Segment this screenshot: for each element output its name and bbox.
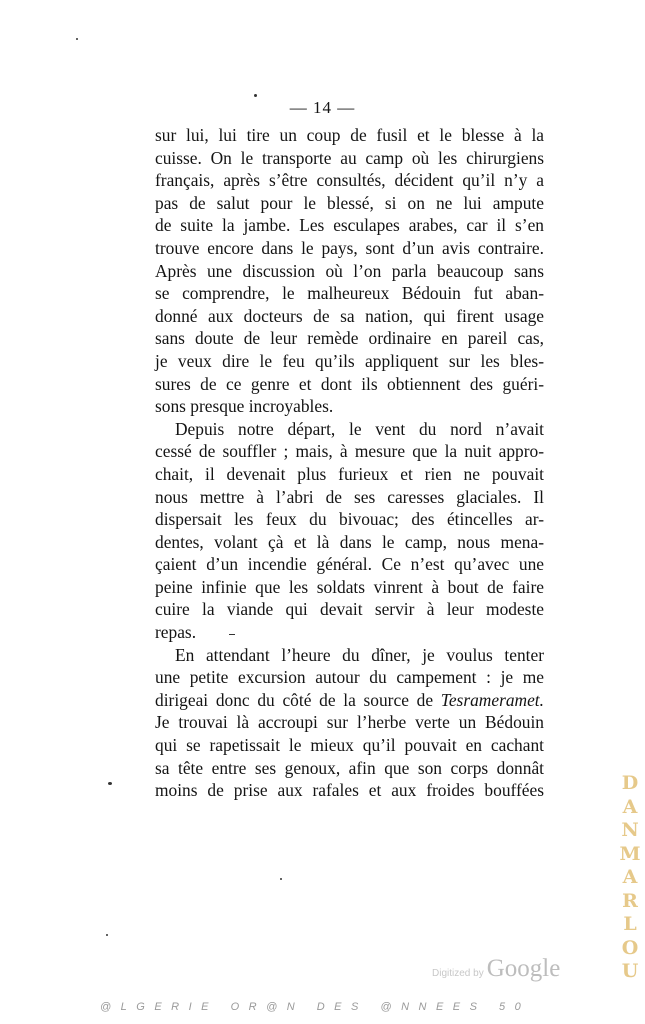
ink-speck (106, 934, 108, 936)
watermark-letter: U (621, 960, 639, 982)
text-line: sa tête entre ses genoux, afin que son corps donnât (155, 757, 544, 778)
text-line: çaient d’un incendie général. Ce n’est qu’avec une (155, 554, 544, 575)
text-line: En attendant l’heure du dîner, je voulus tenter (175, 644, 544, 665)
text-line: une petite excursion autour du campement : je me (155, 667, 544, 688)
text-line: dentes, volant çà et là dans le camp, nous mena- (155, 531, 544, 552)
text-line: dirigeai donc du côté de la source de (155, 689, 441, 710)
text-line: donné aux docteurs de sa nation, qui firent usage (155, 305, 544, 326)
footer-caption: @LGERIE OR@N DES @NNEES 50 (100, 1001, 531, 1013)
text-line: français, après s’être consultés, décident qu’il n’y a (155, 170, 544, 191)
text-line-with-place (155, 689, 544, 712)
text-line: sures de ce genre et dont ils obtiennent des guéri- (155, 373, 544, 394)
danmarlou-watermark (618, 772, 642, 984)
text-line: Après une discussion où l’on parla beaucoup sans (155, 260, 544, 281)
watermark-letter: A (622, 795, 638, 818)
text-line: de suite la jambe. Les esculapes arabes, car il s’en (155, 215, 544, 236)
text-line: cuire la viande qui devait servir à leur modeste (155, 599, 544, 620)
place-name: Tesrameramet. (440, 689, 544, 710)
text-line: qui se rapetissait le mieux qu’il pouvait en cachant (155, 735, 544, 756)
ink-speck (280, 878, 282, 880)
ink-speck (76, 38, 78, 40)
text-line: pas de salut pour le blessé, si on ne lui ampute (155, 192, 544, 213)
text-line: trouve encore dans le pays, sont d’un avis contraire. (155, 237, 544, 258)
text-line: Je trouvai là accroupi sur l’herbe verte un Bédouin (155, 712, 544, 733)
ink-speck (254, 94, 257, 97)
text-line: repas. (155, 622, 197, 643)
text-line: Depuis notre départ, le vent du nord n’avait (175, 418, 544, 439)
page-number: — 14 — (289, 98, 356, 117)
body-text (155, 124, 544, 802)
watermark-letter: L (623, 913, 637, 935)
text-line: peine infinie que les soldats vinrent à bout de faire (155, 576, 544, 597)
text-line: sans doute de leur remède ordinaire en pareil cas, (155, 328, 544, 349)
watermark-letter: N (621, 819, 639, 841)
digitized-label: Digitized by (432, 968, 484, 979)
google-logo: Google (486, 955, 561, 982)
text-line: dispersait les feux du bivouac; des étincelles ar- (155, 509, 544, 530)
text-line: cuisse. On le transporte au camp où les chirurgiens (155, 147, 544, 168)
watermark-letter: M (619, 842, 641, 865)
text-line: je veux dire le feu qu’ils appliquent sur les bles- (155, 350, 544, 371)
text-line: sons presque incroyables. (155, 396, 334, 417)
text-line: se comprendre, le malheureux Bédouin fut aban- (155, 283, 544, 304)
watermark-letter: D (621, 772, 639, 794)
text-line: nous mettre à l’abri de ses caresses glaciales. Il (155, 486, 544, 507)
text-line: moins de prise aux rafales et aux froides bouffées (155, 780, 544, 801)
text-line: sur lui, lui tire un coup de fusil et le blesse à la (155, 125, 544, 145)
watermark-letter: R (622, 889, 638, 912)
digitized-by-google (432, 955, 560, 983)
text-line: cessé de souffler ; mais, à mesure que la nuit appro- (155, 441, 544, 462)
watermark-letter: O (621, 936, 639, 959)
ink-speck (108, 782, 112, 785)
ink-speck (229, 634, 235, 635)
watermark-letter: A (622, 866, 638, 888)
text-line: chait, il devenait plus furieux et rien ne pouvait (155, 463, 544, 484)
